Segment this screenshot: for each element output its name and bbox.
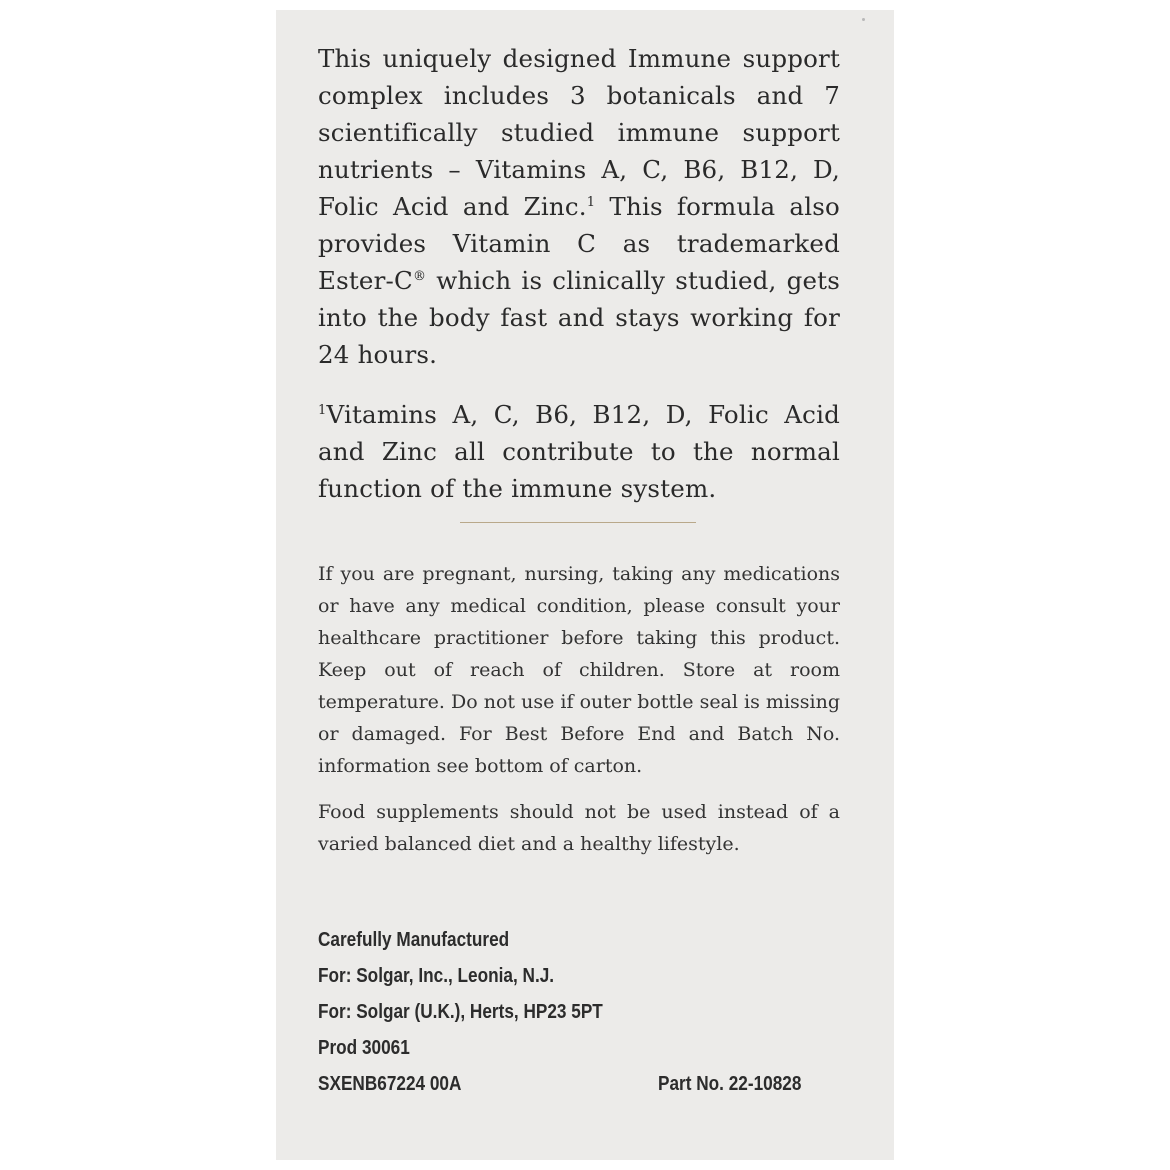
description-part-2: This formula also provides Vitamin C as trademarked Ester-C	[318, 192, 840, 295]
footnote-text: Vitamins A, C, B6, B12, D, Folic Acid and Zinc all contribute to the normal function of the immune system.	[318, 400, 840, 503]
food-supplement-notice: Food supplements should not be used instead of a varied balanced diet and a healthy lifestyle.	[318, 801, 840, 855]
manufacturer-line-3: For: Solgar (U.K.), Herts, HP23 5PT	[318, 1001, 603, 1023]
divider-line	[460, 522, 696, 523]
manufacturer-line-1: Carefully Manufactured	[318, 929, 510, 951]
warning-text: If you are pregnant, nursing, taking any medications or have any medical condition, please consult your healthcare practitioner before taking this product. Keep out of reach of children. Store at room temperature. Do not use if outer bottle seal is missing or damaged. For Best Before End and Batch No. information see bottom of carton.	[318, 563, 840, 777]
speck-mark	[862, 18, 865, 21]
footnote-marker: 1	[318, 402, 327, 418]
batch-code: SXENB67224 00A	[318, 1073, 462, 1095]
product-description	[318, 40, 840, 373]
part-number: Part No. 22-10828	[658, 1073, 802, 1095]
product-code: Prod 30061	[318, 1037, 410, 1059]
description-part-3: which is clinically studied, gets into the body fast and stays working for 24 hours.	[318, 266, 840, 369]
manufacturer-line-2: For: Solgar, Inc., Leonia, N.J.	[318, 965, 555, 987]
footnote-ref-superscript: 1	[586, 194, 596, 210]
registered-mark: ®	[412, 268, 427, 284]
label-panel	[276, 10, 894, 1160]
description-part-1: This uniquely designed Immune support complex includes 3 botanicals and 7 scientifically studied immune support nutrients – Vitamins A, C, B6, B12, D, Folic Acid and Zinc.	[318, 44, 840, 221]
footnote	[318, 396, 840, 507]
